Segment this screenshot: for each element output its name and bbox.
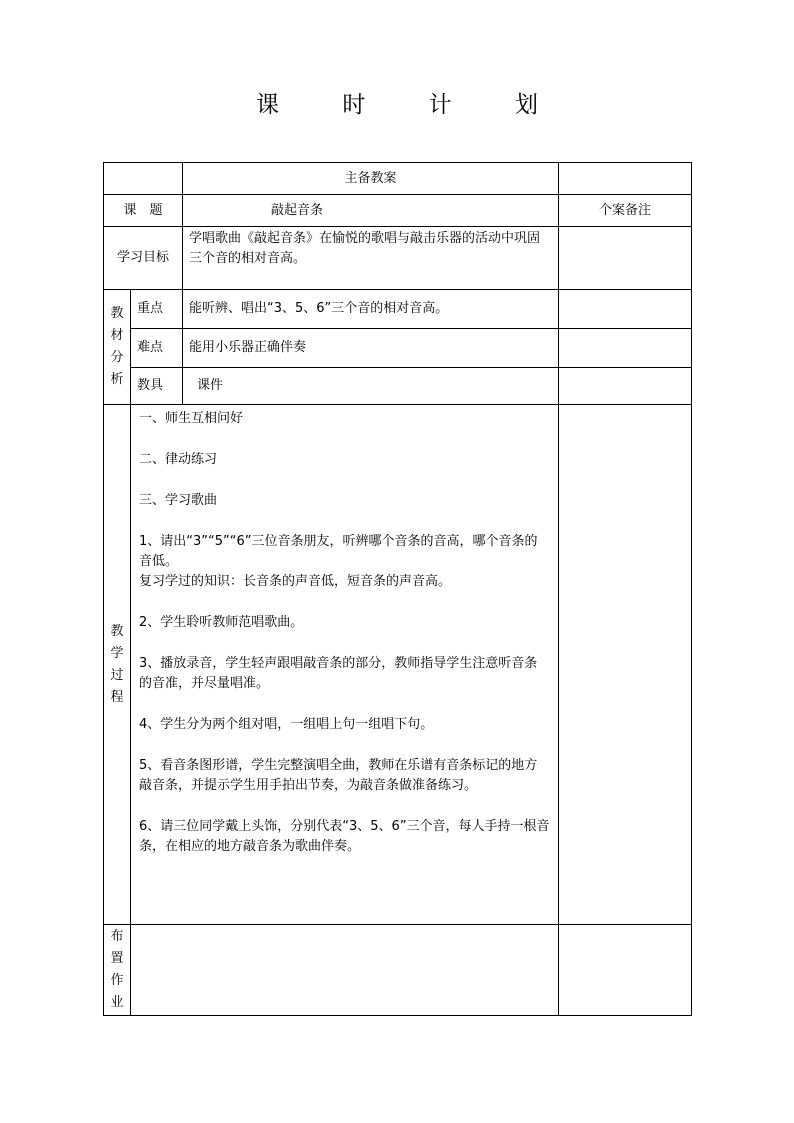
main-plan-header: 主备教案	[183, 163, 559, 195]
table-row-topic	[104, 195, 692, 227]
page-title: 课 时 计 划	[256, 92, 566, 118]
process-content	[131, 405, 559, 925]
tools-text: 课件	[183, 368, 559, 405]
table-row-difficulty	[104, 329, 692, 368]
analysis-label: 教 材 分 析	[104, 290, 131, 405]
key-label: 重点	[131, 290, 183, 329]
topic-label: 课 题	[104, 195, 183, 227]
process-item: 二、律动练习	[139, 452, 218, 467]
process-label: 教 学 过 程	[104, 405, 131, 925]
table-row-key	[104, 290, 692, 329]
process-item: 三、学习歌曲	[139, 493, 218, 508]
process-item: 4、学生分为两个组对唱，一组唱上句一组唱下句。	[139, 717, 434, 732]
goal-text: 学唱歌曲《敲起音条》在愉悦的歌唱与敲击乐器的活动中巩固三个音的相对音高。	[183, 227, 559, 290]
process-item: 2、学生聆听教师范唱歌曲。	[139, 615, 304, 630]
goal-label: 学习目标	[104, 227, 183, 290]
homework-content	[131, 925, 559, 1016]
process-item: 复习学过的知识：长音条的声音低，短音条的声音高。	[139, 574, 452, 589]
table-row-tools	[104, 368, 692, 405]
process-item: 6、请三位同学戴上头饰，分别代表“3、5、6”三个音，每人手持一根音条，在相应的地方敲音条为歌曲伴奏。	[139, 819, 550, 854]
topic-value: 敲起音条	[183, 195, 559, 227]
table-row-goal	[104, 227, 692, 290]
process-item: 3、播放录音，学生轻声跟唱敲音条的部分，教师指导学生注意听音条的音准，并尽量唱准。	[139, 656, 538, 691]
table-row-header	[104, 163, 692, 195]
process-item: 1、请出“3”“5”“6”三位音条朋友，听辨哪个音条的音高，哪个音条的音低。	[139, 534, 538, 569]
table-row-process	[104, 405, 692, 925]
table-row-homework	[104, 925, 692, 1016]
key-text: 能听辨、唱出“3、5、6”三个音的相对音高。	[183, 290, 559, 329]
difficulty-label: 难点	[131, 329, 183, 368]
process-item: 5、看音条图形谱，学生完整演唱全曲，教师在乐谱有音条标记的地方敲音条，并提示学生用手拍出节奏，为敲音条做准备练习。	[139, 758, 538, 793]
difficulty-text: 能用小乐器正确伴奏	[183, 329, 559, 368]
notes-header: 个案备注	[559, 195, 692, 227]
tools-label: 教具	[131, 368, 183, 405]
homework-label: 布 置 作 业	[104, 925, 131, 1016]
lesson-plan-table	[103, 162, 692, 1016]
process-item: 一、师生互相问好	[139, 411, 244, 426]
